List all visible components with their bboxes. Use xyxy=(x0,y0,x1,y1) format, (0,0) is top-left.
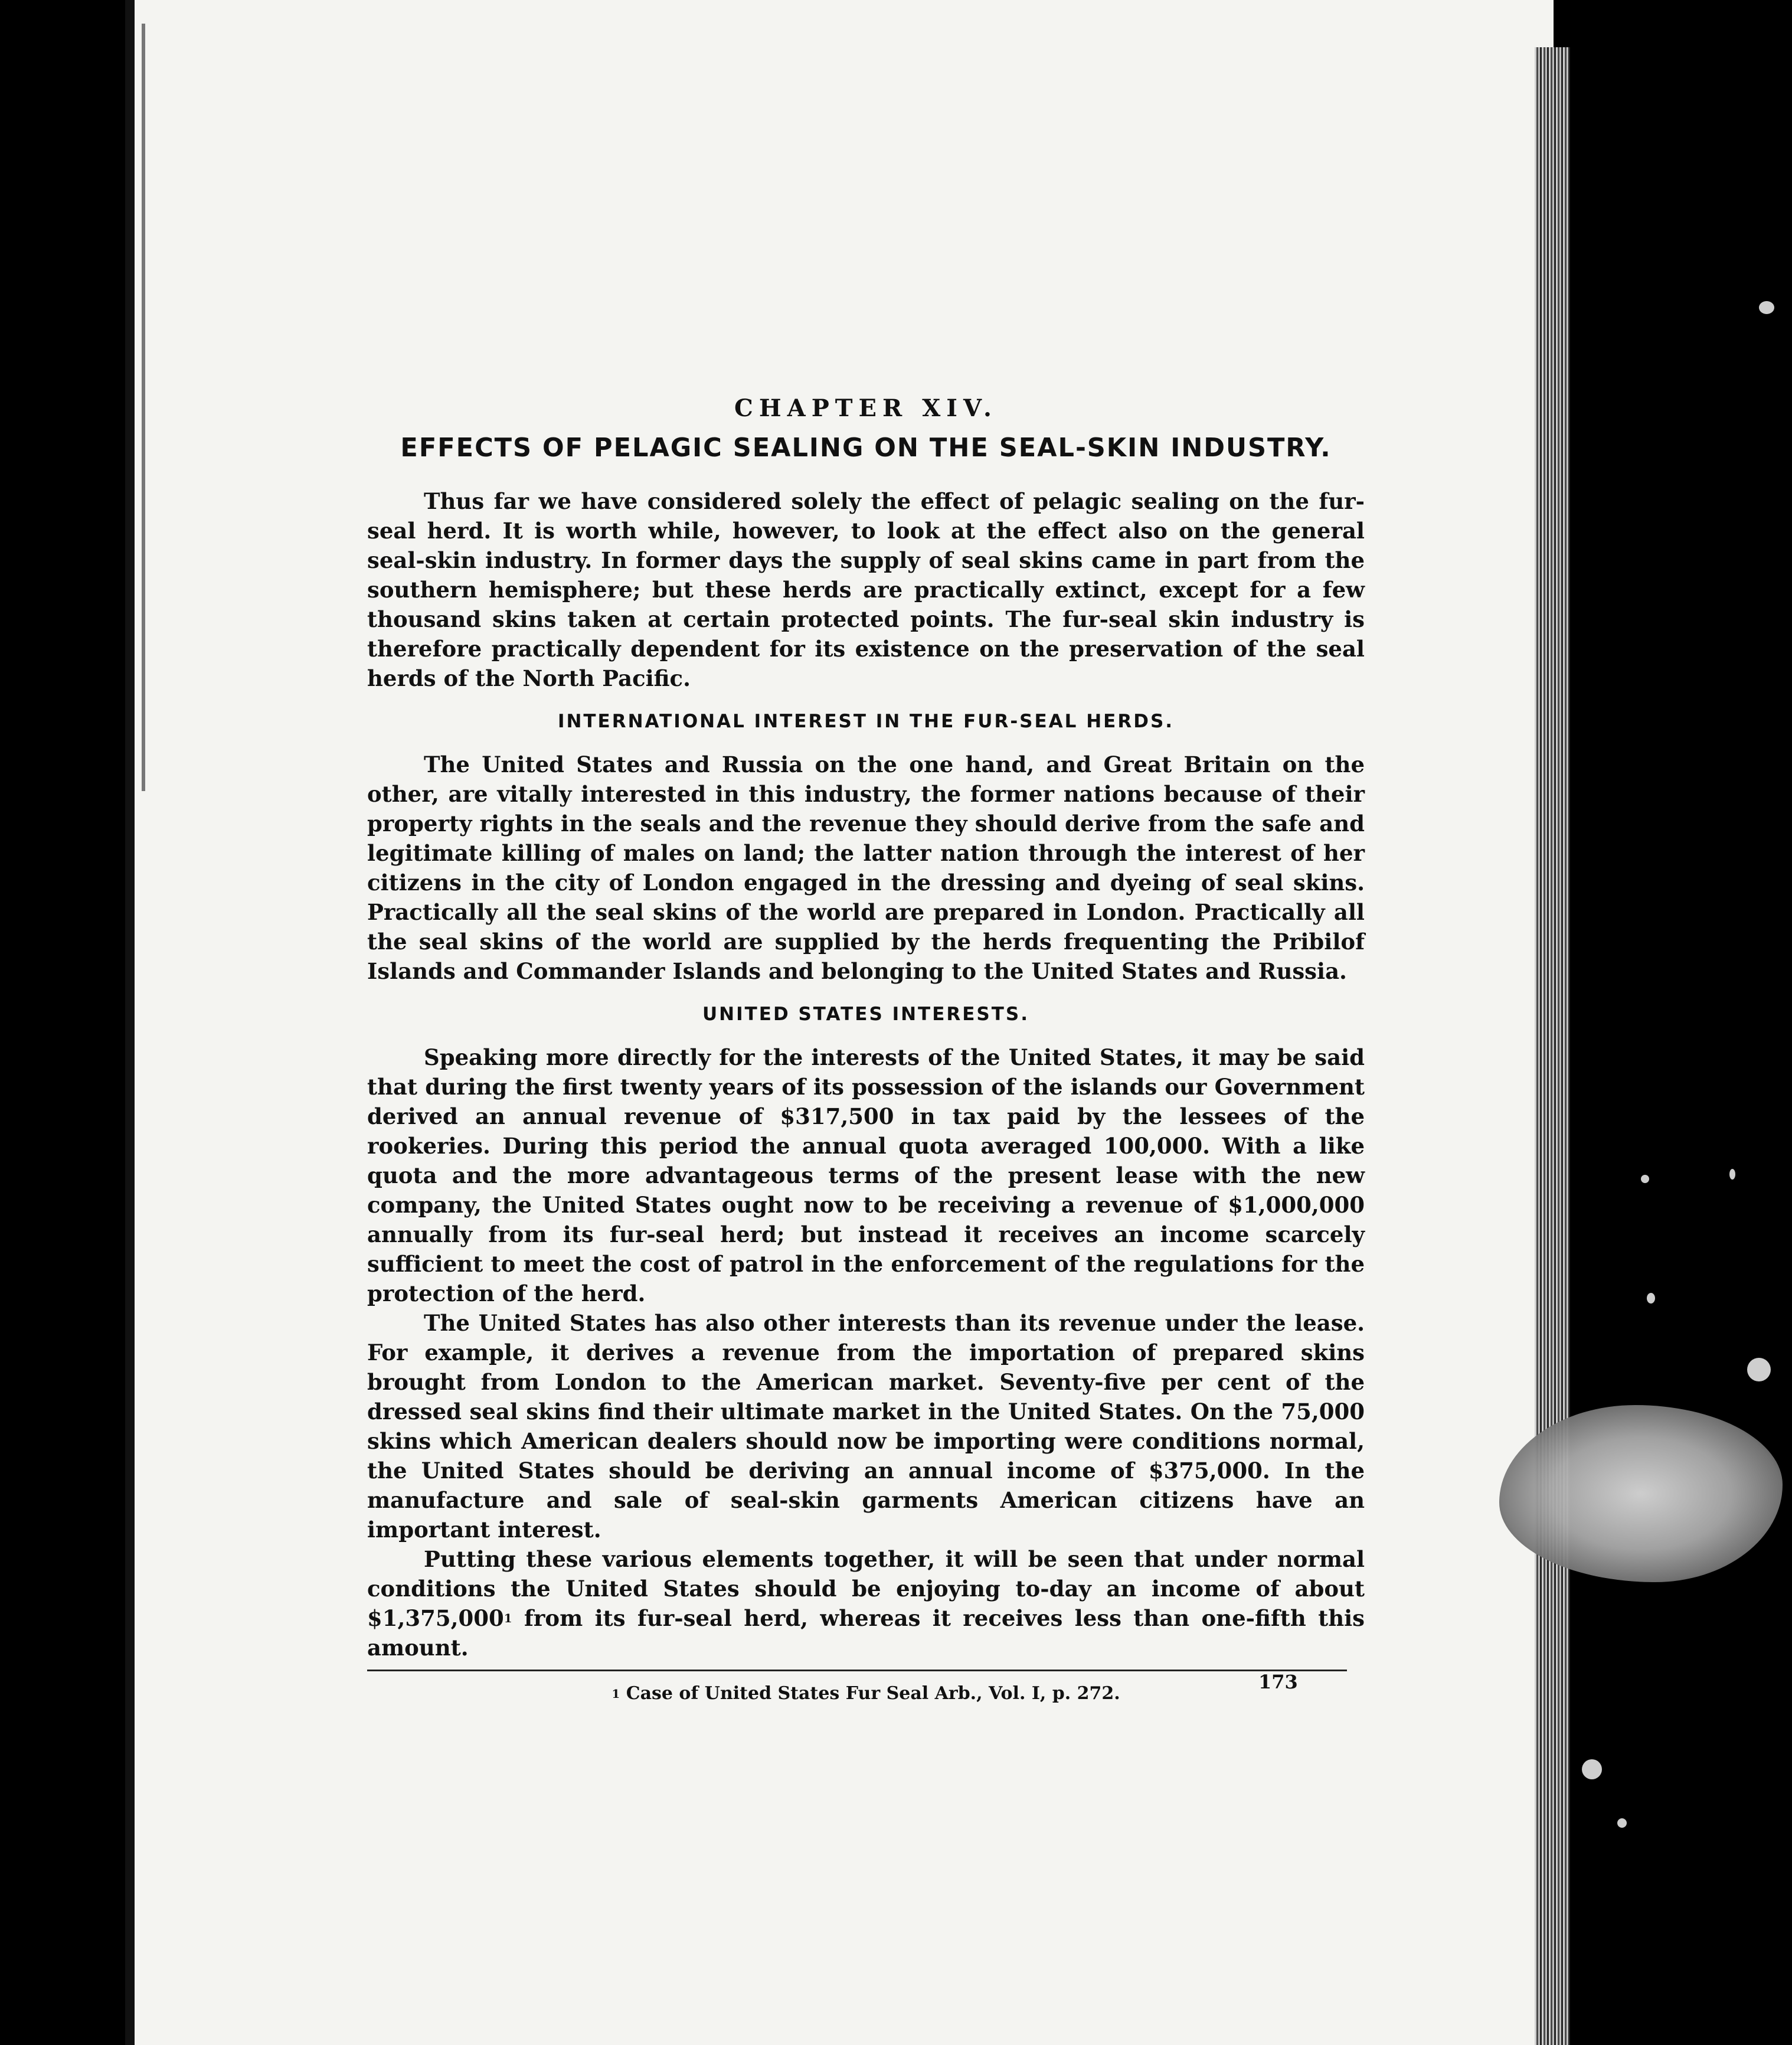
international-paragraph: The United States and Russia on the one hand, and Great Britain on the other, are vitally interested in this industry, the former nations because of their property rights in the seals and the revenue they should derive from the safe and legitimate killing of males on land; the latter nation through the interest of her citizens in the city of London engaged in the dressing and dyeing of seal skins. Practically all the seal skins of the world are prepared in London. Practically all the seal skins of the world are supplied by the herds frequenting the Pribilof Islands and Commander Islands and belonging to the United States and Russia. xyxy=(367,752,1365,984)
book-page xyxy=(125,0,1554,2045)
paper-stain xyxy=(1499,1405,1783,1582)
paper-speck xyxy=(1759,301,1774,314)
page-edges xyxy=(1535,47,1570,2045)
section-heading-international: INTERNATIONAL INTEREST IN THE FUR-SEAL HERDS. xyxy=(557,711,1175,732)
page-content xyxy=(367,394,1365,1706)
page-number: 173 xyxy=(1258,1671,1298,1693)
footnote-marker: 1 xyxy=(611,1687,620,1701)
section-heading-united-states: UNITED STATES INTERESTS. xyxy=(702,1004,1029,1025)
intro-paragraph: Thus far we have considered solely the effect of pelagic sealing on the fur-seal herd. It is worth while, however, to look at the effect also on the general seal-skin industry. In former days the supply of seal skins came in part from the southern hemisphere; but these herds are practically extinct, except for a few thousand skins taken at certain protected points. The fur-seal skin industry is therefore practically dependent for its existence on the preservation of the seal herds of the North Pacific. xyxy=(367,488,1365,691)
us-interests-paragraph-2: The United States has also other interests than its revenue under the lease. For example, it derives a revenue from the importation of prepared skins brought from London to the American market. Seventy-five per cent of the dressed seal skins find their ultimate market in the United States. On the 75,000 skins which American dealers should now be importing were conditions normal, the United States should be deriving an annual income of $375,000. In the manufacture and sale of seal-skin garments American citizens have an important interest. xyxy=(367,1310,1365,1543)
binding-edge xyxy=(125,0,135,2045)
paper-speck xyxy=(1647,1293,1655,1304)
paper-speck xyxy=(1582,1759,1602,1779)
footnote-text: Case of United States Fur Seal Arb., Vol. I, p. 272. xyxy=(626,1683,1120,1704)
paragraph-3-after-note: from its fur-seal herd, whereas it receives less than one-fifth this amount. xyxy=(367,1605,1365,1661)
footnote xyxy=(367,1682,1365,1706)
chapter-title: EFFECTS OF PELAGIC SEALING ON THE SEAL-SKIN INDUSTRY. xyxy=(400,433,1332,463)
footnote-reference: 1 xyxy=(503,1611,512,1625)
paper-speck xyxy=(1747,1358,1771,1381)
paper-speck xyxy=(1729,1169,1735,1180)
paragraph-3-before-note: Putting these various elements together, it will be seen that under normal conditions the United States should be enjoying to-day an income of about $1,375,000 xyxy=(367,1546,1365,1631)
paper-speck xyxy=(1641,1175,1649,1183)
footnote-rule xyxy=(367,1670,1347,1671)
us-interests-paragraph-1: Speaking more directly for the interests of the United States, it may be said that during the first twenty years of its possession of the islands our Government derived an annual revenue of $317,500 in tax paid by the lessees of the rookeries. During this period the annual quota averaged 100,000. With a like quota and the more advantageous terms of the present lease with the new company, the United States ought now to be receiving a revenue of $1,000,000 annually from its fur-seal herd; but instead it receives an income scarcely sufficient to meet the cost of patrol in the enforcement of the regulations for the protection of the herd. xyxy=(367,1044,1365,1306)
us-interests-paragraph-3 xyxy=(367,1544,1365,1662)
paper-speck xyxy=(1617,1818,1627,1828)
binding-strip xyxy=(142,24,145,791)
chapter-heading: CHAPTER XIV. xyxy=(734,394,998,422)
